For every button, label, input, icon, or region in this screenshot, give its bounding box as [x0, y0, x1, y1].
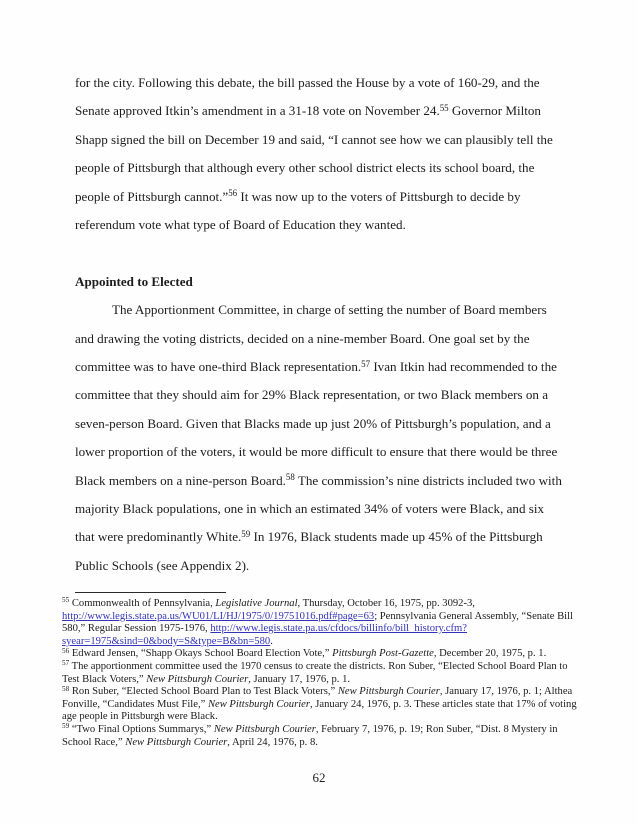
text-run: Ivan Itkin had recommended to the committee that they should aim for 29% Black representation, or two Black members on a seven-person Board. Given that Blacks made up just 20% of Pittsburgh’s population, and a lower proportion of the voters, it would be more difficult to ensure that there would be three Black members on a nine-person Board. — [75, 359, 558, 488]
footnote-separator — [75, 592, 226, 593]
footnote-57 — [62, 661, 583, 686]
text-run: , Thursday, October 16, 1975, pp. 3092-3, — [297, 598, 475, 609]
footnote-marker: 57 — [361, 358, 371, 369]
text-run: Edward Jensen, “Shapp Okays School Board Election Vote,” — [69, 648, 333, 660]
footnote-marker: 55 — [62, 596, 70, 605]
page-number: 62 — [312, 770, 326, 785]
text-run: New Pittsburgh Courier — [146, 673, 249, 685]
footnote-marker: 56 — [228, 188, 238, 199]
text-run: The apportionment committee used the 1970 census to create the districts. Ron Suber, “Elected School Board Plan to Test Black Voters,” — [62, 660, 568, 685]
text-run: Ron Suber, “Elected School Board Plan to Test Black Voters,” — [69, 686, 338, 698]
text-run: . — [270, 635, 273, 647]
text-run: The Apportionment Committee, in charge of setting the number of Board members and drawing the voting districts, decided on a nine-member Board. One goal set by the committee was to have one-third Black representation. — [75, 302, 547, 375]
text-run: New Pittsburgh Courier — [125, 736, 228, 748]
footnote-59 — [62, 724, 583, 749]
body-paragraph-2 — [75, 296, 565, 580]
text-run: , December 20, 1975, p. 1. — [433, 648, 547, 660]
footnote-marker: 55 — [439, 102, 449, 113]
text-run: “Two Final Options Summarys,” — [69, 723, 214, 735]
text-run: Governor Milton Shapp signed the bill on December 19 and said, “I cannot see how we can plausibly tell the people of Pittsburgh that although every other school district elects its school board, the people of Pittsburgh cannot.” — [75, 103, 553, 204]
text-run: It was now up to the voters of Pittsburgh to decide by referendum vote what type of Board of Education they wanted. — [75, 188, 521, 233]
footnote-55 — [62, 598, 583, 648]
text-run: , January 24, 1976, p. 3. These articles state that 17% of voting age people in Pittsburgh were Black. — [62, 698, 577, 723]
footnote-marker: 58 — [285, 472, 295, 483]
text-run: Legislative Journal — [215, 598, 298, 609]
text-run: ; Pennsylvania General Assembly, “Senate Bill 580,” Regular Session 1975-1976, — [62, 610, 573, 635]
text-run: for the city. Following this debate, the bill passed the House by a vote of 160-29, and the Senate approved Itkin’s amendment in a 31-18 vote on November 24. — [75, 75, 540, 119]
text-run: In 1976, Black students made up 45% of the Pittsburgh Public Schools (see Appendix 2). — [75, 529, 543, 573]
text-run: New Pittsburgh Courier — [213, 723, 316, 735]
footnote-marker: 59 — [62, 722, 70, 731]
footnote-56 — [62, 648, 583, 661]
text-run: , January 17, 1976, p. 1. — [248, 673, 351, 685]
footnote-marker: 56 — [62, 646, 70, 655]
text-run: The commission’s nine districts included two with majority Black populations, one in which an estimated 34% of voters were Black, and six that were predominantly White. — [75, 472, 562, 545]
footnote-marker: 59 — [241, 529, 251, 540]
footnote-58 — [62, 686, 583, 724]
hyperlink[interactable]: http://www.legis.state.pa.us/WU01/LI/HJ/1975/0/19751016.pdf#page=63 — [62, 610, 375, 622]
text-run: Pittsburgh Post-Gazette — [332, 648, 434, 660]
footnote-marker: 58 — [62, 684, 70, 693]
body-text-block — [75, 69, 565, 580]
text-run: , February 7, 1976, p. 19; Ron Suber, “Dist. 8 Mystery in School Race,” — [62, 723, 558, 748]
text-run: New Pittsburgh Courier — [337, 686, 440, 698]
footnote-area — [62, 592, 583, 749]
footnote-marker: 57 — [62, 659, 70, 668]
text-run: Commonwealth of Pennsylvania, — [69, 598, 216, 609]
hyperlink[interactable]: http://www.legis.state.pa.us/cfdocs/billinfo/bill_history.cfm?syear=1975&sind=0&body=S&type=B&bn=580 — [62, 623, 467, 647]
text-run: , January 17, 1976, p. 1; Althea Fonville, “Candidates Must File,” — [62, 686, 573, 710]
text-run: New Pittsburgh Courier — [207, 698, 310, 710]
section-heading: Appointed to Elected — [75, 273, 193, 289]
text-run: , April 24, 1976, p. 8. — [227, 736, 318, 748]
body-paragraph-1 — [75, 69, 565, 239]
